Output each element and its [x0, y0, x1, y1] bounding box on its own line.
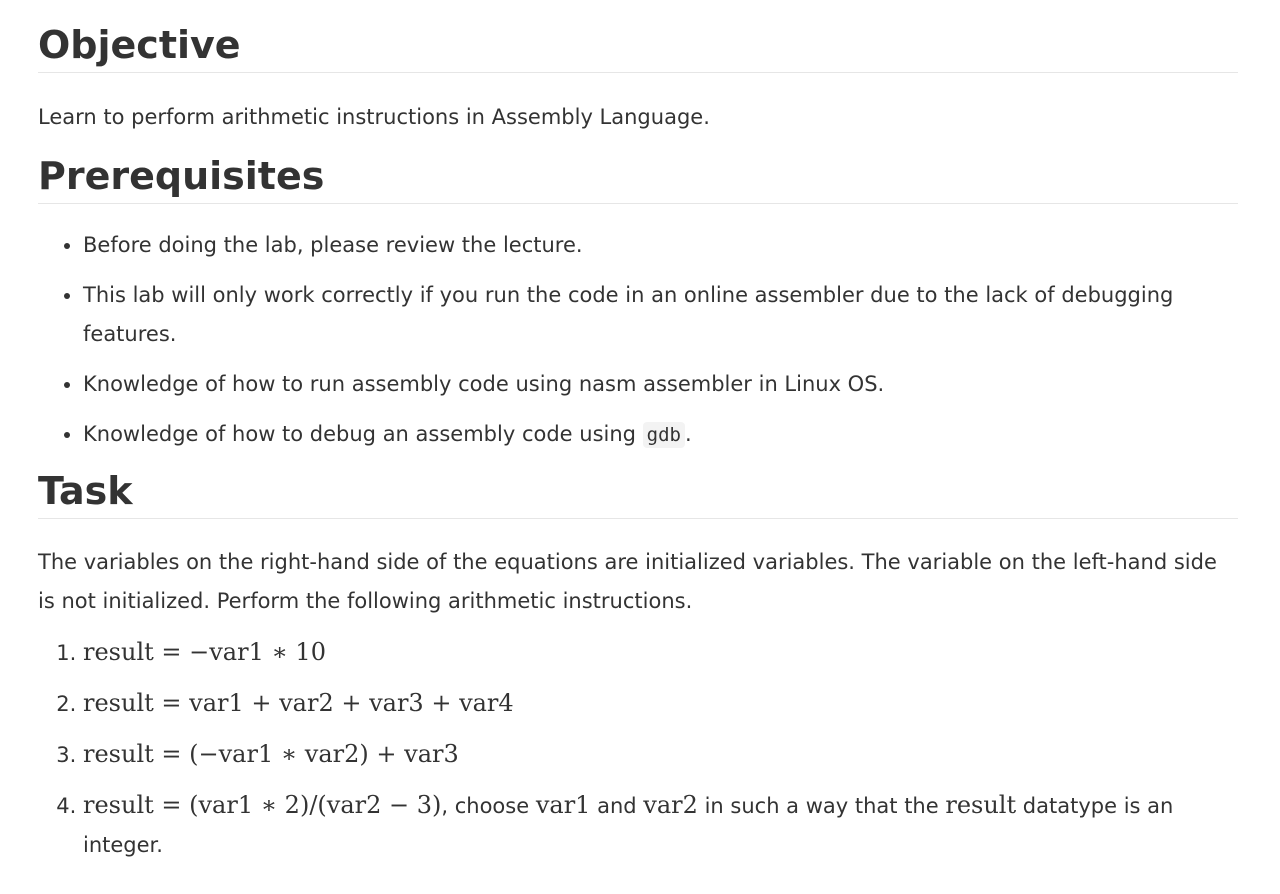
- list-item: • Knowledge of how to run assembly code using nasm assembler in Linux OS.: [83, 365, 1238, 404]
- var2-symbol: var2: [643, 791, 698, 819]
- equation-3-text: result = (−var1 ∗ var2) + var3: [83, 740, 459, 768]
- equation-1-text: result = −var1 ∗ 10: [83, 638, 326, 666]
- objective-heading: Objective: [38, 23, 1238, 73]
- equation-item: [83, 735, 1238, 775]
- equation-item: [83, 684, 1238, 724]
- equation-2-text: result = var1 + var2 + var3 + var4: [83, 689, 514, 717]
- list-item: • This lab will only work correctly if you run the code in an online assembler due to the lack of debugging features.: [83, 276, 1238, 354]
- gdb-code: gdb: [643, 422, 685, 448]
- document: [38, 0, 1238, 876]
- list-item: • Before doing the lab, please review the lecture.: [83, 226, 1238, 265]
- equation-4-note: datatype is an integer.: [83, 794, 1174, 857]
- equation-item: [83, 786, 1238, 865]
- equation-item: [83, 633, 1238, 673]
- equation-4-note: , choose: [441, 794, 536, 818]
- equation-4: [83, 791, 441, 819]
- equation-4-note: and: [590, 794, 644, 818]
- task-intro: The variables on the right-hand side of the equations are initialized variables. The variable on the left-hand side is not initialized. Perform the following arithmetic instructions.: [38, 550, 1217, 613]
- item-text: .: [685, 422, 692, 446]
- equations-list: [38, 633, 1238, 865]
- var1-symbol: var1: [535, 791, 591, 819]
- task-heading: Task: [38, 469, 1238, 519]
- prerequisites-heading: Prerequisites: [38, 154, 1238, 204]
- equation-1: [83, 638, 326, 666]
- equation-3: [83, 740, 459, 768]
- objective-text: Learn to perform arithmetic instructions in Assembly Language.: [38, 105, 710, 129]
- result-symbol: result: [945, 791, 1017, 819]
- equation-4-note: in such a way that the: [697, 794, 946, 818]
- equation-2: [83, 689, 514, 717]
- item-text: Knowledge of how to debug an assembly code using: [83, 422, 643, 446]
- list-item: [83, 415, 1238, 455]
- prerequisites-list: [38, 226, 1238, 455]
- equation-4-text: result = (var1 ∗ 2)/(var2 − 3): [83, 791, 442, 819]
